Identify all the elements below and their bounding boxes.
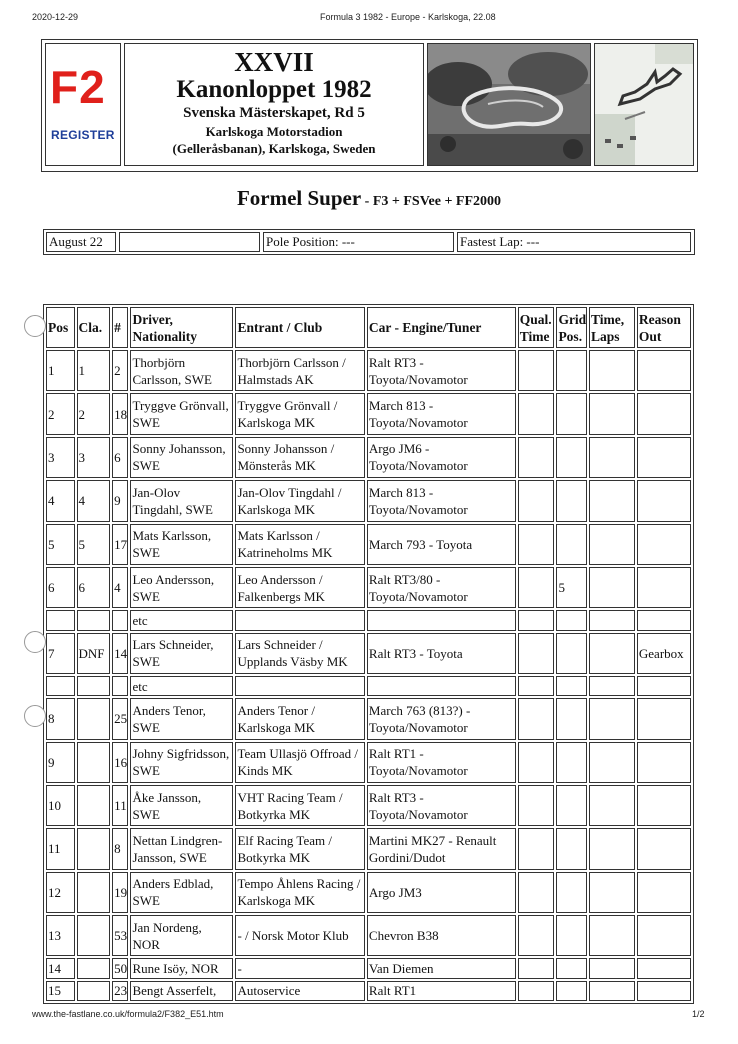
cell-driver: Johny Sigfridsson, SWE <box>130 742 233 783</box>
cell-driver: Jan-Olov Tingdahl, SWE <box>130 480 233 521</box>
cell-num: 17 <box>112 524 128 565</box>
cell-entrant: - <box>235 958 364 978</box>
column-header: Entrant / Club <box>235 307 364 348</box>
cell-reason <box>637 676 691 696</box>
column-header: Reason Out <box>637 307 691 348</box>
cell-reason <box>637 742 691 783</box>
cell-grid <box>556 785 587 826</box>
cell-grid <box>556 610 587 630</box>
cell-driver: Tryggve Grönvall, SWE <box>130 393 233 434</box>
cell-car: Ralt RT1 - Toyota/Novamotor <box>367 742 516 783</box>
cell-num: 16 <box>112 742 128 783</box>
cell-grid <box>556 915 587 956</box>
cell-pos: 12 <box>46 872 75 913</box>
cell-qual <box>518 524 555 565</box>
cell-driver: Thorbjörn Carlsson, SWE <box>130 350 233 391</box>
cell-entrant <box>235 610 364 630</box>
event-name: Kanonloppet 1982 <box>176 76 372 103</box>
table-row <box>46 958 691 978</box>
print-title: Formula 3 1982 - Europe - Karlskoga, 22.08 <box>320 12 496 22</box>
cell-time <box>589 350 635 391</box>
column-header: Pos <box>46 307 75 348</box>
print-date: 2020-12-29 <box>32 12 79 22</box>
info-blank <box>119 232 260 252</box>
table-row <box>46 437 691 478</box>
fastest-lap: Fastest Lap: --- <box>457 232 691 252</box>
cell-time <box>589 437 635 478</box>
cell-entrant: VHT Racing Team / Botkyrka MK <box>235 785 364 826</box>
cell-time <box>589 676 635 696</box>
cell-driver: Lars Schneider, SWE <box>130 633 233 674</box>
cell-driver: Anders Edblad, SWE <box>130 872 233 913</box>
event-banner <box>41 39 698 172</box>
cell-driver: Nettan Lindgren-Jansson, SWE <box>130 828 233 869</box>
cell-grid <box>556 872 587 913</box>
cell-entrant: Sonny Johansson / Mönsterås MK <box>235 437 364 478</box>
cell-pos: 7 <box>46 633 75 674</box>
cell-time <box>589 742 635 783</box>
table-row <box>46 915 691 956</box>
cell-num <box>112 610 128 630</box>
cell-time <box>589 393 635 434</box>
cell-qual <box>518 437 555 478</box>
cell-cla: 2 <box>77 393 111 434</box>
cell-qual <box>518 958 555 978</box>
cell-qual <box>518 393 555 434</box>
cell-cla <box>77 742 111 783</box>
cell-entrant: Tryggve Grönvall / Karlskoga MK <box>235 393 364 434</box>
print-url: www.the-fastlane.co.uk/formula2/F382_E51.htm <box>32 1009 224 1019</box>
column-header: Car - Engine/Tuner <box>367 307 516 348</box>
table-row <box>46 350 691 391</box>
cell-entrant: Team Ullasjö Offroad / Kinds MK <box>235 742 364 783</box>
cell-qual <box>518 676 555 696</box>
cell-reason <box>637 785 691 826</box>
cell-pos: 15 <box>46 981 75 1001</box>
cell-car: March 813 - Toyota/Novamotor <box>367 393 516 434</box>
cell-cla: 6 <box>77 567 111 608</box>
cell-grid <box>556 437 587 478</box>
cell-reason <box>637 698 691 739</box>
cell-driver: Sonny Johansson, SWE <box>130 437 233 478</box>
cell-car <box>367 610 516 630</box>
cell-grid <box>556 524 587 565</box>
cell-qual <box>518 785 555 826</box>
cell-grid <box>556 958 587 978</box>
column-header: Grid Pos. <box>556 307 587 348</box>
cell-pos: 8 <box>46 698 75 739</box>
cell-qual <box>518 742 555 783</box>
cell-time <box>589 828 635 869</box>
cell-car: Chevron B38 <box>367 915 516 956</box>
cell-reason <box>637 480 691 521</box>
cell-entrant: Autoservice <box>235 981 364 1001</box>
cell-driver: etc <box>130 676 233 696</box>
cell-entrant: Thorbjörn Carlsson / Halmstads AK <box>235 350 364 391</box>
cell-time <box>589 633 635 674</box>
cell-entrant: Tempo Åhlens Racing / Karlskoga MK <box>235 872 364 913</box>
cell-car: Ralt RT3 - Toyota/Novamotor <box>367 785 516 826</box>
cell-cla <box>77 676 111 696</box>
cell-num <box>112 676 128 696</box>
cell-num: 23 <box>112 981 128 1001</box>
table-row <box>46 480 691 521</box>
cell-cla <box>77 981 111 1001</box>
cell-car: Ralt RT3 - Toyota <box>367 633 516 674</box>
cell-driver: Bengt Asserfelt, <box>130 981 233 1001</box>
class-title-main: Formel Super <box>236 186 362 210</box>
cell-entrant: Lars Schneider / Upplands Väsby MK <box>235 633 364 674</box>
cell-car: Argo JM6 - Toyota/Novamotor <box>367 437 516 478</box>
cell-cla: 1 <box>77 350 111 391</box>
cell-driver: Rune Isöy, NOR <box>130 958 233 978</box>
cell-car: March 813 - Toyota/Novamotor <box>367 480 516 521</box>
cell-time <box>589 610 635 630</box>
cell-car: March 763 (813?) - Toyota/Novamotor <box>367 698 516 739</box>
cell-cla <box>77 610 111 630</box>
info-bar <box>43 229 695 255</box>
logo-f2-text: F2 <box>50 61 106 113</box>
cell-driver: Jan Nordeng, NOR <box>130 915 233 956</box>
cell-grid <box>556 633 587 674</box>
cell-driver: etc <box>130 610 233 630</box>
cell-num: 8 <box>112 828 128 869</box>
cell-pos: 10 <box>46 785 75 826</box>
cell-qual <box>518 698 555 739</box>
event-title-block <box>124 43 424 166</box>
cell-reason <box>637 393 691 434</box>
cell-num: 18 <box>112 393 128 434</box>
cell-pos: 4 <box>46 480 75 521</box>
cell-entrant: Elf Racing Team / Botkyrka MK <box>235 828 364 869</box>
binder-hole <box>24 315 46 337</box>
cell-num: 9 <box>112 480 128 521</box>
cell-pos: 11 <box>46 828 75 869</box>
cell-grid <box>556 393 587 434</box>
logo-register-text: REGISTER <box>51 128 115 142</box>
cell-num: 53 <box>112 915 128 956</box>
cell-num: 2 <box>112 350 128 391</box>
cell-num: 14 <box>112 633 128 674</box>
cell-grid <box>556 698 587 739</box>
cell-qual <box>518 350 555 391</box>
cell-entrant: Mats Karlsson / Katrineholms MK <box>235 524 364 565</box>
cell-reason <box>637 350 691 391</box>
column-header: Time, Laps <box>589 307 635 348</box>
table-row <box>46 698 691 739</box>
table-row <box>46 981 691 1001</box>
table-row <box>46 828 691 869</box>
race-date: August 22 <box>46 232 116 252</box>
circuit-map-image <box>594 43 694 166</box>
cell-pos <box>46 676 75 696</box>
cell-num: 11 <box>112 785 128 826</box>
cell-reason <box>637 981 691 1001</box>
cell-reason <box>637 915 691 956</box>
cell-cla <box>77 698 111 739</box>
print-page: 1/2 <box>692 1009 705 1019</box>
cell-cla <box>77 785 111 826</box>
cell-qual <box>518 633 555 674</box>
cell-car: Martini MK27 - Renault Gordini/Dudot <box>367 828 516 869</box>
cell-time <box>589 915 635 956</box>
cell-car: Argo JM3 <box>367 872 516 913</box>
cell-time <box>589 958 635 978</box>
cell-time <box>589 524 635 565</box>
cell-num: 6 <box>112 437 128 478</box>
cell-pos: 6 <box>46 567 75 608</box>
column-header: Qual. Time <box>518 307 555 348</box>
cell-driver: Anders Tenor, SWE <box>130 698 233 739</box>
cell-grid <box>556 742 587 783</box>
cell-entrant: Leo Andersson / Falkenbergs MK <box>235 567 364 608</box>
cell-qual <box>518 480 555 521</box>
cell-time <box>589 785 635 826</box>
cell-entrant: - / Norsk Motor Klub <box>235 915 364 956</box>
cell-num: 50 <box>112 958 128 978</box>
column-header: Driver, Nationality <box>130 307 233 348</box>
cell-driver: Mats Karlsson, SWE <box>130 524 233 565</box>
cell-reason <box>637 524 691 565</box>
cell-grid <box>556 350 587 391</box>
class-title <box>0 186 738 211</box>
results-table <box>43 304 694 1004</box>
cell-pos: 14 <box>46 958 75 978</box>
table-row <box>46 676 691 696</box>
cell-pos: 3 <box>46 437 75 478</box>
cell-qual <box>518 610 555 630</box>
binder-hole <box>24 705 46 727</box>
cell-reason <box>637 828 691 869</box>
cell-reason: Gearbox <box>637 633 691 674</box>
circuit-aerial-photo <box>427 43 591 166</box>
table-row <box>46 785 691 826</box>
table-row <box>46 633 691 674</box>
cell-driver: Åke Jansson, SWE <box>130 785 233 826</box>
cell-cla: 3 <box>77 437 111 478</box>
cell-qual <box>518 981 555 1001</box>
event-edition: XXVII <box>234 47 314 77</box>
cell-car: Ralt RT3/80 - Toyota/Novamotor <box>367 567 516 608</box>
table-header-row <box>46 307 691 348</box>
table-row <box>46 393 691 434</box>
cell-pos: 2 <box>46 393 75 434</box>
event-series: Svenska Mästerskapet, Rd 5 <box>183 105 365 121</box>
cell-cla <box>77 828 111 869</box>
cell-time <box>589 480 635 521</box>
cell-num: 4 <box>112 567 128 608</box>
table-row <box>46 610 691 630</box>
cell-pos: 5 <box>46 524 75 565</box>
cell-grid <box>556 981 587 1001</box>
cell-qual <box>518 828 555 869</box>
cell-grid: 5 <box>556 567 587 608</box>
cell-car: Ralt RT1 <box>367 981 516 1001</box>
column-header: Cla. <box>77 307 111 348</box>
cell-pos: 1 <box>46 350 75 391</box>
cell-cla <box>77 958 111 978</box>
event-location: (Gelleråsbanan), Karlskoga, Sweden <box>172 141 376 156</box>
table-row <box>46 742 691 783</box>
cell-reason <box>637 437 691 478</box>
cell-car: March 793 - Toyota <box>367 524 516 565</box>
cell-driver: Leo Andersson, SWE <box>130 567 233 608</box>
cell-time <box>589 567 635 608</box>
cell-time <box>589 872 635 913</box>
cell-reason <box>637 610 691 630</box>
pole-position: Pole Position: --- <box>263 232 454 252</box>
cell-time <box>589 698 635 739</box>
event-venue: Karlskoga Motorstadion <box>205 124 343 139</box>
cell-pos: 9 <box>46 742 75 783</box>
cell-entrant: Jan-Olov Tingdahl / Karlskoga MK <box>235 480 364 521</box>
cell-qual <box>518 567 555 608</box>
column-header: # <box>112 307 128 348</box>
table-row <box>46 872 691 913</box>
cell-grid <box>556 676 587 696</box>
cell-car <box>367 676 516 696</box>
cell-qual <box>518 872 555 913</box>
f2-register-logo <box>45 43 121 166</box>
cell-qual <box>518 915 555 956</box>
table-row <box>46 524 691 565</box>
table-row <box>46 567 691 608</box>
cell-reason <box>637 958 691 978</box>
cell-num: 25 <box>112 698 128 739</box>
cell-entrant <box>235 676 364 696</box>
cell-time <box>589 981 635 1001</box>
cell-car: Van Diemen <box>367 958 516 978</box>
cell-pos: 13 <box>46 915 75 956</box>
cell-cla <box>77 872 111 913</box>
cell-entrant: Anders Tenor / Karlskoga MK <box>235 698 364 739</box>
cell-num: 19 <box>112 872 128 913</box>
cell-cla: DNF <box>77 633 111 674</box>
binder-hole <box>24 631 46 653</box>
cell-grid <box>556 480 587 521</box>
cell-reason <box>637 567 691 608</box>
cell-car: Ralt RT3 - Toyota/Novamotor <box>367 350 516 391</box>
class-title-rest: - F3 + FSVee + FF2000 <box>361 194 502 209</box>
cell-pos <box>46 610 75 630</box>
cell-reason <box>637 872 691 913</box>
cell-grid <box>556 828 587 869</box>
cell-cla <box>77 915 111 956</box>
cell-cla: 5 <box>77 524 111 565</box>
cell-cla: 4 <box>77 480 111 521</box>
